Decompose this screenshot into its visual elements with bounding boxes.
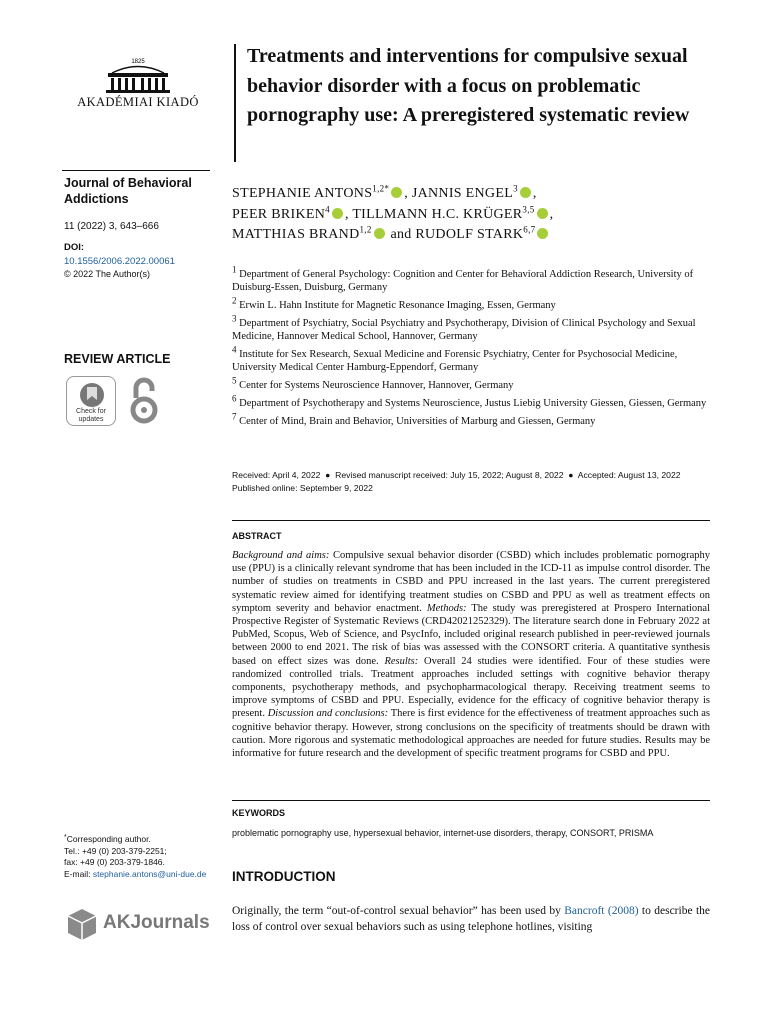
badge-line1: Check for — [76, 408, 106, 415]
abstract-heading: ABSTRACT — [232, 531, 282, 541]
keywords-heading: KEYWORDS — [232, 808, 286, 818]
orcid-icon[interactable] — [374, 228, 385, 239]
check-for-updates-badge[interactable] — [66, 376, 116, 426]
author-separator: , — [549, 206, 554, 222]
author-separator: , — [404, 186, 412, 201]
affiliation-text: Department of Psychiatry, Social Psychiatry and Psychotherapy, Division of Clinical Psychology and Sexual Medicine, Hannover Medical School, Hannover, Germany — [232, 318, 696, 342]
corr-email-link[interactable]: stephanie.antons@uni-due.de — [92, 868, 207, 879]
author-affiliation-marker: 6,7 — [523, 224, 536, 235]
corr-fax: fax: +49 (0) 203-379-1846. — [64, 857, 165, 867]
akjournals-logo — [65, 906, 215, 942]
divider — [232, 520, 710, 521]
date-published: Published online: September 9, 2022 — [232, 482, 373, 493]
affiliation-item — [232, 411, 712, 428]
divider — [232, 800, 710, 801]
akjournals-cube-icon — [65, 906, 101, 942]
author-affiliation-marker: 1,2* — [372, 183, 390, 194]
open-access-icon — [129, 374, 159, 426]
title-accent-bar — [234, 44, 236, 162]
orcid-icon[interactable] — [520, 187, 531, 198]
affiliation-number: 2 — [232, 295, 237, 306]
orcid-icon[interactable] — [332, 208, 343, 219]
affiliation-number: 7 — [232, 411, 237, 422]
check-updates-icon — [77, 380, 107, 410]
author-name[interactable]: PEER BRIKEN — [232, 206, 326, 222]
copyright: © 2022 The Author(s) — [64, 269, 151, 279]
author-affiliation-marker: 3,5 — [522, 203, 535, 214]
affiliation-number: 1 — [232, 264, 237, 275]
abstract-body — [232, 549, 710, 760]
affiliation-text: Center of Mind, Brain and Behavior, Universities of Marburg and Giessen, Germany — [239, 416, 596, 427]
article-dates: Received: April 4, 2022 ● Revised manuscript received: July 15, 2022; August 8, 2022 ● Accepted: August 13, 2022 Published online: September 9, 2022 — [232, 470, 681, 493]
badge-line2: updates — [78, 416, 104, 423]
author-affiliation-marker: 1,2 — [359, 224, 372, 235]
orcid-icon[interactable] — [391, 187, 402, 198]
affiliation-text: Erwin L. Hahn Institute for Magnetic Resonance Imaging, Essen, Germany — [239, 300, 556, 311]
divider — [62, 170, 210, 171]
author-name[interactable]: TILLMANN H.C. KRÜGER — [352, 206, 523, 222]
author-name[interactable]: MATTHIAS BRAND — [232, 227, 360, 242]
author-affiliation-marker: 4 — [325, 203, 330, 214]
introduction-body — [232, 903, 710, 935]
date-accepted: Accepted: August 13, 2022 — [577, 470, 681, 480]
abstract-section-head: Discussion and conclusions: — [267, 708, 389, 720]
correspondence-block: *Corresponding author. Tel.: +49 (0) 203-379-2251; fax: +49 (0) 203-379-1846. E-mail: stephanie.antons@uni-due.de — [64, 832, 224, 880]
affiliation-number: 6 — [232, 393, 237, 404]
affiliation-text: Department of General Psychology: Cognition and Center for Behavioral Addiction Research, University of Duisburg-Essen, Duisburg, Germany — [232, 269, 694, 293]
affiliation-item — [232, 344, 712, 374]
publisher-name: AKADÉMIAI KIADÓ — [77, 95, 199, 109]
keywords-list: problematic pornography use, hypersexual behavior, internet-use disorders, therapy, CONSORT, PRISMA — [232, 828, 654, 838]
author-separator: , — [344, 206, 353, 222]
affiliation-number: 4 — [232, 344, 237, 355]
date-received: Received: April 4, 2022 — [232, 470, 321, 480]
author-separator: , — [532, 186, 537, 201]
author-list — [232, 184, 712, 246]
date-revised: Revised manuscript received: July 15, 2022; August 8, 2022 — [335, 470, 564, 480]
affiliation-item — [232, 375, 712, 392]
section-heading-introduction: INTRODUCTION — [232, 869, 336, 884]
doi-link[interactable]: 10.1556/2006.2022.00061 — [64, 256, 175, 267]
affiliation-item — [232, 264, 712, 294]
affiliation-item — [232, 313, 712, 343]
author-name[interactable]: RUDOLF STARK — [415, 227, 524, 242]
corr-email-label: E-mail: — [64, 868, 93, 879]
affiliation-item — [232, 295, 712, 312]
journal-name: Journal of Behavioral Addictions — [64, 176, 192, 206]
intro-text: Originally, the term “out-of-control sexual behavior” has been used by — [232, 905, 565, 917]
author-name[interactable]: JANNIS ENGEL — [411, 186, 514, 201]
affiliation-number: 5 — [232, 375, 237, 386]
abstract-section-text: There is first evidence for the effectiveness of treatment approaches such as cognitive behavior therapy. However, strong conclusions on the specificity of treatments should be drawn with caution. More rigorous and systematic methodological approaches are needed for future studies. Results may be informative for future research and the development of specific treatment programs for CSBD and PPU. — [232, 708, 710, 760]
abstract-section-text: Compulsive sexual behavior disorder (CSBD) which includes problematic pornography use (PPU) is a clinically relevant syndrome that has been included in the ICD-11 as impulse control disorder. The number of studies on treatments in CSBD and PPU increased in the last years. The current preregistered systematic review aimed for identifying treatment studies on CSBD and PPU as well as treatment effects on symptom severity and behavior enactment. — [232, 550, 710, 614]
abstract-section-head: Results: — [384, 655, 419, 667]
journal-volume: 11 (2022) 3, 643–666 — [64, 221, 159, 232]
affiliation-text: Center for Systems Neuroscience Hannover, Hannover, Germany — [239, 380, 514, 391]
citation-link[interactable]: Bancroft (2008) — [564, 905, 639, 917]
abstract-section-text: The study was preregistered at Prospero International Prospective Register of Systematic Reviews (CRD42021252329). The literature search done in February 2022 at PubMed, Scopus, Web of Science, and PsycInfo, included original research published in peer-reviewed journals between 2000 to end 2021. The risk of bias was assessed with the CONSORT criteria. A quantitative synthesis based on effect sizes was done. — [232, 602, 710, 667]
affiliation-item — [232, 393, 712, 410]
article-title: Treatments and interventions for compulsive sexual behavior disorder with a focus on problematic pornography use: A preregistered systematic review — [247, 45, 690, 126]
abstract-section-head: Methods: — [426, 602, 467, 614]
affiliation-text: Department of Psychotherapy and Systems Neuroscience, Justus Liebig University Giessen, Giessen, Germany — [239, 398, 707, 409]
affiliation-text: Institute for Sex Research, Sexual Medicine and Forensic Psychiatry, Center for Psychosocial Medicine, University Medical Center Hamburg-Eppendorf, Germany — [232, 349, 678, 373]
corr-label: Corresponding author. — [66, 834, 151, 844]
orcid-icon[interactable] — [537, 208, 548, 219]
publisher-year: 1825 — [131, 59, 145, 65]
author-name[interactable]: STEPHANIE ANTONS — [232, 186, 373, 201]
abstract-section-head: Background and aims: — [232, 550, 330, 561]
corr-tel: Tel.: +49 (0) 203-379-2251; — [64, 845, 167, 856]
publisher-building-logo — [78, 56, 198, 96]
article-type: REVIEW ARTICLE — [64, 352, 171, 366]
author-affiliation-marker: 3 — [513, 183, 518, 194]
intro-text: to describe the loss of control over sexual behaviors such as using telephone hotlines, visiting — [232, 905, 710, 933]
author-separator: and — [386, 227, 416, 242]
akjournals-wordmark: AKJournals — [103, 912, 210, 933]
doi-label: DOI: — [64, 242, 85, 253]
affiliation-number: 3 — [232, 313, 237, 324]
orcid-icon[interactable] — [537, 228, 548, 239]
abstract-section-text: Overall 24 studies were identified. Four of these studies were randomized controlled trials. Treatment approaches included settings with cognitive behavior therapy components, psychotherapy methods, and psychopharmacological therapy. Receiving treatment seems to improve symptoms of CSBD and PPU. Especially, evidence for the efficacy of cognitive behavior therapy is present. — [232, 655, 710, 720]
affiliation-list — [232, 264, 712, 433]
